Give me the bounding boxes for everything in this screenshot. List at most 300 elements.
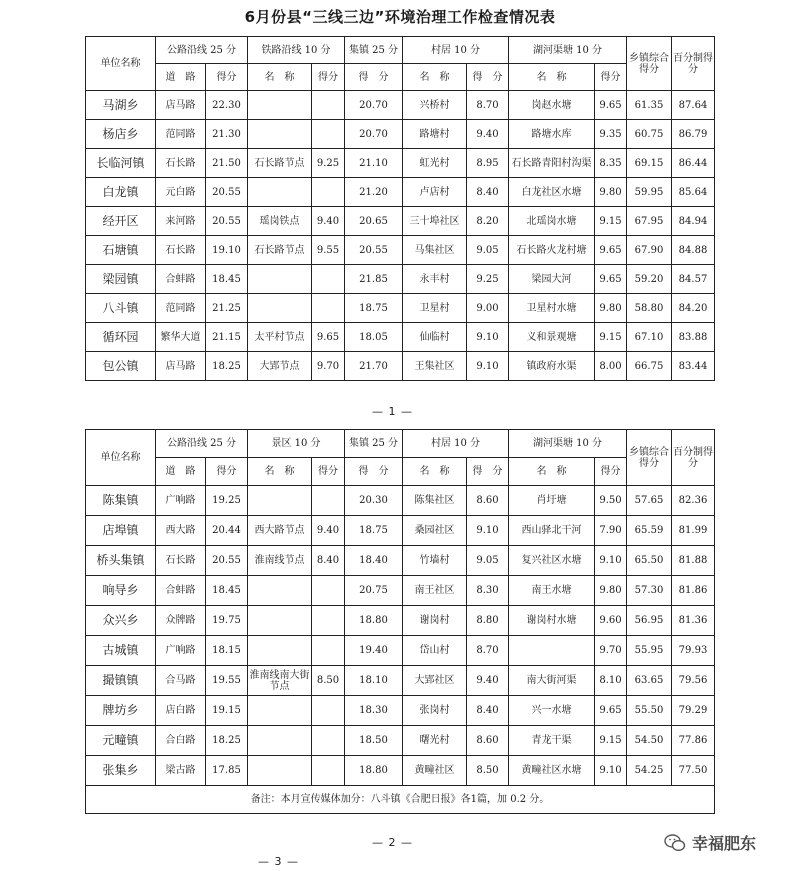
node-name-cell [248,120,312,149]
village-score-cell: 8.80 [467,606,509,636]
lake-score-cell: 9.65 [595,265,627,294]
village-name-cell: 陈集社区 [403,486,467,516]
node-name-cell: 石长路节点 [248,149,312,178]
road-name-cell: 石长路 [156,149,206,178]
node-score-cell: 8.40 [312,546,345,576]
node-score-cell [312,756,345,786]
road-score-cell: 18.45 [206,576,248,606]
lake-score-cell: 8.35 [595,149,627,178]
total-score-cell: 55.95 [627,636,672,666]
road-name-cell: 众牌路 [156,606,206,636]
total-score-cell: 57.30 [627,576,672,606]
town-score-cell: 18.50 [345,726,403,756]
subheader-lake-score: 得分 [595,458,627,486]
wechat-chat-bubbles-icon [664,833,686,853]
table-row [86,91,715,120]
header-pct: 百分制得分 [672,37,715,91]
node-score-cell [312,91,345,120]
header-total: 乡镇综合得分 [627,37,672,91]
road-name-cell: 合马路 [156,666,206,696]
village-score-cell: 8.40 [467,696,509,726]
lake-name-cell: 义和景观塘 [509,323,595,352]
lake-score-cell: 9.65 [595,236,627,265]
village-score-cell: 9.05 [467,546,509,576]
village-score-cell: 8.30 [467,576,509,606]
subheader-lake-name: 名 称 [509,64,595,91]
total-score-cell: 57.65 [627,486,672,516]
unit-cell: 店埠镇 [86,516,156,546]
unit-cell: 石塘镇 [86,236,156,265]
road-score-cell: 20.44 [206,516,248,546]
unit-cell: 桥头集镇 [86,546,156,576]
village-name-cell: 曙光村 [403,726,467,756]
total-score-cell: 59.95 [627,178,672,207]
total-score-cell: 61.35 [627,91,672,120]
lake-score-cell: 8.00 [595,352,627,381]
node-score-cell [312,178,345,207]
road-name-cell: 范同路 [156,294,206,323]
total-score-cell: 66.75 [627,352,672,381]
lake-name-cell: 石长路青阳村沟渠 [509,149,595,178]
unit-cell: 古城镇 [86,636,156,666]
lake-score-cell: 8.10 [595,666,627,696]
road-name-cell: 店马路 [156,352,206,381]
node-score-cell [312,636,345,666]
table-row [86,576,715,606]
road-score-cell: 21.25 [206,294,248,323]
village-name-cell: 岱山村 [403,636,467,666]
village-score-cell: 8.60 [467,486,509,516]
unit-cell: 白龙镇 [86,178,156,207]
subheader-road-name: 道 路 [156,64,206,91]
node-name-cell [248,606,312,636]
unit-cell: 牌坊乡 [86,696,156,726]
node-score-cell [312,486,345,516]
node-name-cell [248,636,312,666]
town-score-cell: 18.80 [345,756,403,786]
road-score-cell: 19.55 [206,666,248,696]
total-score-cell: 60.75 [627,120,672,149]
town-score-cell: 18.80 [345,606,403,636]
subheader-rail-name: 名 称 [248,64,312,91]
road-score-cell: 22.30 [206,91,248,120]
town-score-cell: 20.70 [345,91,403,120]
village-name-cell: 卫星村 [403,294,467,323]
table-row [86,149,715,178]
lake-name-cell: 镇政府水渠 [509,352,595,381]
node-score-cell: 9.65 [312,323,345,352]
node-score-cell [312,576,345,606]
table-row [86,606,715,636]
header-lake-group: 湖河渠塘 10 分 [509,37,627,64]
unit-cell: 长临河镇 [86,149,156,178]
header-lake-group: 湖河渠塘 10 分 [509,430,627,458]
subheader-lake-name: 名 称 [509,458,595,486]
table-note: 备注：本月宣传媒体加分：八斗镇《合肥日报》各1篇，加 0.2 分。 [86,786,715,814]
node-name-cell [248,265,312,294]
village-score-cell: 9.05 [467,236,509,265]
table-row [86,265,715,294]
total-score-cell: 56.95 [627,606,672,636]
village-score-cell: 9.10 [467,516,509,546]
lake-name-cell: 谢岗村水塘 [509,606,595,636]
unit-cell: 马湖乡 [86,91,156,120]
lake-score-cell: 9.10 [595,756,627,786]
header-pct: 百分制得分 [672,430,715,486]
table-row [86,120,715,149]
lake-name-cell: 岗赵水塘 [509,91,595,120]
table-row [86,516,715,546]
node-name-cell: 瑶岗铁点 [248,207,312,236]
subheader-town-score: 得 分 [345,64,403,91]
town-score-cell: 18.10 [345,666,403,696]
node-score-cell [312,726,345,756]
node-name-cell: 淮南线节点 [248,546,312,576]
village-score-cell: 8.50 [467,756,509,786]
road-name-cell: 店白路 [156,696,206,726]
percent-score-cell: 84.88 [672,236,715,265]
road-name-cell: 广响路 [156,636,206,666]
table-row [86,696,715,726]
lake-score-cell: 9.80 [595,294,627,323]
road-name-cell: 梁古路 [156,756,206,786]
town-score-cell: 21.20 [345,178,403,207]
page-number-1: — 1 — [372,405,413,418]
lake-name-cell: 石长路火龙村塘 [509,236,595,265]
percent-score-cell: 85.64 [672,178,715,207]
road-score-cell: 20.55 [206,546,248,576]
road-name-cell: 繁华大道 [156,323,206,352]
village-score-cell: 8.60 [467,726,509,756]
percent-score-cell: 79.93 [672,636,715,666]
road-score-cell: 21.15 [206,323,248,352]
unit-cell: 元疃镇 [86,726,156,756]
total-score-cell: 65.50 [627,546,672,576]
town-score-cell: 18.30 [345,696,403,726]
node-score-cell: 8.50 [312,666,345,696]
town-score-cell: 21.10 [345,149,403,178]
total-score-cell: 67.90 [627,236,672,265]
total-score-cell: 67.10 [627,323,672,352]
town-score-cell: 20.55 [345,236,403,265]
table-row [86,546,715,576]
village-score-cell: 8.40 [467,178,509,207]
village-name-cell: 卢店村 [403,178,467,207]
town-score-cell: 18.75 [345,294,403,323]
village-name-cell: 路塘村 [403,120,467,149]
node-name-cell [248,294,312,323]
unit-cell: 众兴乡 [86,606,156,636]
node-name-cell [248,756,312,786]
lake-name-cell: 南王水塘 [509,576,595,606]
header-total: 乡镇综合得分 [627,430,672,486]
road-score-cell: 20.55 [206,178,248,207]
village-name-cell: 黄疃社区 [403,756,467,786]
node-name-cell: 西大路节点 [248,516,312,546]
node-name-cell: 太平村节点 [248,323,312,352]
village-name-cell: 三十埠社区 [403,207,467,236]
road-name-cell: 合蚌路 [156,265,206,294]
road-name-cell: 元白路 [156,178,206,207]
village-name-cell: 竹墙村 [403,546,467,576]
lake-name-cell: 西山驿北干河 [509,516,595,546]
unit-cell: 八斗镇 [86,294,156,323]
lake-score-cell: 9.15 [595,726,627,756]
watermark [664,831,756,854]
lake-name-cell: 路塘水库 [509,120,595,149]
subheader-village-name: 名 称 [403,64,467,91]
table-row [86,178,715,207]
town-score-cell: 18.75 [345,516,403,546]
village-name-cell: 大郢社区 [403,666,467,696]
percent-score-cell: 77.86 [672,726,715,756]
header-town: 集镇 25 分 [345,37,403,64]
node-score-cell [312,294,345,323]
node-name-cell [248,726,312,756]
lake-score-cell: 9.80 [595,576,627,606]
percent-score-cell: 81.99 [672,516,715,546]
lake-score-cell: 7.90 [595,516,627,546]
road-name-cell: 来河路 [156,207,206,236]
lake-score-cell: 9.35 [595,120,627,149]
lake-name-cell: 南大街河渠 [509,666,595,696]
node-score-cell [312,265,345,294]
town-score-cell: 21.70 [345,352,403,381]
village-score-cell: 9.25 [467,265,509,294]
lake-name-cell: 黄疃社区水塘 [509,756,595,786]
village-name-cell: 仙临村 [403,323,467,352]
lake-name-cell: 梁园大河 [509,265,595,294]
road-name-cell: 广响路 [156,486,206,516]
node-name-cell: 淮南线南大街节点 [248,666,312,696]
subheader-village-name: 名 称 [403,458,467,486]
table-row [86,236,715,265]
town-score-cell: 20.70 [345,120,403,149]
node-score-cell: 9.40 [312,516,345,546]
total-score-cell: 65.59 [627,516,672,546]
village-score-cell: 8.20 [467,207,509,236]
lake-name-cell [509,636,595,666]
header-road-group: 公路沿线 25 分 [156,37,248,64]
percent-score-cell: 83.88 [672,323,715,352]
village-name-cell: 永丰村 [403,265,467,294]
road-score-cell: 19.25 [206,486,248,516]
node-name-cell [248,91,312,120]
watermark-text: 幸福肥东 [692,834,757,853]
percent-score-cell: 81.86 [672,576,715,606]
subheader-road-name: 道 路 [156,458,206,486]
node-score-cell: 9.40 [312,207,345,236]
lake-score-cell: 9.15 [595,207,627,236]
village-name-cell: 虹光村 [403,149,467,178]
road-score-cell: 19.10 [206,236,248,265]
node-name-cell: 石长路节点 [248,236,312,265]
village-name-cell: 马集社区 [403,236,467,265]
town-score-cell: 20.30 [345,486,403,516]
node-name-cell [248,486,312,516]
village-score-cell: 9.10 [467,323,509,352]
road-score-cell: 19.75 [206,606,248,636]
road-name-cell: 范同路 [156,120,206,149]
total-score-cell: 63.65 [627,666,672,696]
village-score-cell: 9.00 [467,294,509,323]
total-score-cell: 58.80 [627,294,672,323]
percent-score-cell: 84.94 [672,207,715,236]
village-score-cell: 9.10 [467,352,509,381]
subheader-village-score: 得 分 [467,64,509,91]
page-title: 6月份县“三线三边”环境治理工作检查情况表 [244,8,556,26]
percent-score-cell: 82.36 [672,486,715,516]
lake-score-cell: 9.10 [595,546,627,576]
town-score-cell: 19.40 [345,636,403,666]
road-score-cell: 21.50 [206,149,248,178]
road-score-cell: 21.30 [206,120,248,149]
percent-score-cell: 79.29 [672,696,715,726]
village-score-cell: 8.70 [467,636,509,666]
header-village-group: 村居 10 分 [403,37,509,64]
percent-score-cell: 87.64 [672,91,715,120]
lake-score-cell: 9.70 [595,636,627,666]
table-row [86,486,715,516]
road-name-cell: 石长路 [156,546,206,576]
total-score-cell: 55.50 [627,696,672,726]
unit-cell: 响导乡 [86,576,156,606]
unit-cell: 经开区 [86,207,156,236]
percent-score-cell: 84.20 [672,294,715,323]
unit-cell: 杨店乡 [86,120,156,149]
subheader-scenic-name: 名 称 [248,458,312,486]
percent-score-cell: 81.36 [672,606,715,636]
subheader-town-score: 得 分 [345,458,403,486]
header-town: 集镇 25 分 [345,430,403,458]
road-score-cell: 17.85 [206,756,248,786]
lake-name-cell: 北瑶岗水塘 [509,207,595,236]
total-score-cell: 59.20 [627,265,672,294]
lake-name-cell: 复兴社区水塘 [509,546,595,576]
lake-name-cell: 青龙干渠 [509,726,595,756]
node-score-cell: 9.55 [312,236,345,265]
town-score-cell: 21.85 [345,265,403,294]
total-score-cell: 67.95 [627,207,672,236]
road-score-cell: 18.15 [206,636,248,666]
village-name-cell: 谢岗村 [403,606,467,636]
table-row [86,666,715,696]
road-name-cell: 石长路 [156,236,206,265]
table-row [86,294,715,323]
lake-score-cell: 9.60 [595,606,627,636]
percent-score-cell: 79.56 [672,666,715,696]
unit-cell: 包公镇 [86,352,156,381]
town-score-cell: 18.05 [345,323,403,352]
percent-score-cell: 83.44 [672,352,715,381]
percent-score-cell: 86.44 [672,149,715,178]
table-row [86,207,715,236]
node-name-cell: 大郢节点 [248,352,312,381]
road-score-cell: 18.45 [206,265,248,294]
lake-name-cell: 卫星村水塘 [509,294,595,323]
table-row [86,323,715,352]
subheader-rail-score: 得分 [312,64,345,91]
village-name-cell: 兴桥村 [403,91,467,120]
village-score-cell: 9.40 [467,120,509,149]
road-name-cell: 店马路 [156,91,206,120]
table-row [86,756,715,786]
inspection-table-1 [85,36,715,381]
page-number-3: — 3 — [258,855,299,868]
subheader-village-score: 得 分 [467,458,509,486]
total-score-cell: 54.50 [627,726,672,756]
village-name-cell: 张岗村 [403,696,467,726]
road-score-cell: 20.55 [206,207,248,236]
node-score-cell [312,606,345,636]
header-unit: 单位名称 [86,430,156,486]
percent-score-cell: 81.88 [672,546,715,576]
total-score-cell: 69.15 [627,149,672,178]
node-score-cell [312,120,345,149]
node-name-cell [248,178,312,207]
header-road-group: 公路沿线 25 分 [156,430,248,458]
unit-cell: 循环园 [86,323,156,352]
node-name-cell [248,576,312,606]
village-score-cell: 8.95 [467,149,509,178]
node-score-cell [312,696,345,726]
unit-cell: 撮镇镇 [86,666,156,696]
road-name-cell: 合白路 [156,726,206,756]
subheader-road-score: 得分 [206,64,248,91]
village-name-cell: 王集社区 [403,352,467,381]
node-name-cell [248,696,312,726]
table-row [86,636,715,666]
subheader-lake-score: 得分 [595,64,627,91]
table-row [86,352,715,381]
road-name-cell: 合蚌路 [156,576,206,606]
road-name-cell: 西大路 [156,516,206,546]
town-score-cell: 18.40 [345,546,403,576]
village-name-cell: 桑园社区 [403,516,467,546]
town-score-cell: 20.75 [345,576,403,606]
road-score-cell: 18.25 [206,352,248,381]
lake-name-cell: 兴一水塘 [509,696,595,726]
lake-name-cell: 肖圩塘 [509,486,595,516]
village-score-cell: 9.40 [467,666,509,696]
page-number-2: — 2 — [372,836,413,849]
subheader-road-score: 得分 [206,458,248,486]
header-village-group: 村居 10 分 [403,430,509,458]
unit-cell: 张集乡 [86,756,156,786]
total-score-cell: 54.25 [627,756,672,786]
lake-score-cell: 9.65 [595,696,627,726]
lake-score-cell: 9.50 [595,486,627,516]
lake-score-cell: 9.80 [595,178,627,207]
header-unit: 单位名称 [86,37,156,91]
village-name-cell: 南王社区 [403,576,467,606]
unit-cell: 陈集镇 [86,486,156,516]
header-scenic-group: 景区 10 分 [248,430,345,458]
lake-name-cell: 白龙社区水塘 [509,178,595,207]
inspection-table-2 [85,429,715,814]
road-score-cell: 19.15 [206,696,248,726]
unit-cell: 梁园镇 [86,265,156,294]
lake-score-cell: 9.65 [595,91,627,120]
header-rail-group: 铁路沿线 10 分 [248,37,345,64]
lake-score-cell: 9.15 [595,323,627,352]
village-score-cell: 8.70 [467,91,509,120]
percent-score-cell: 86.79 [672,120,715,149]
node-score-cell: 9.25 [312,149,345,178]
percent-score-cell: 84.57 [672,265,715,294]
subheader-scenic-score: 得分 [312,458,345,486]
road-score-cell: 18.25 [206,726,248,756]
